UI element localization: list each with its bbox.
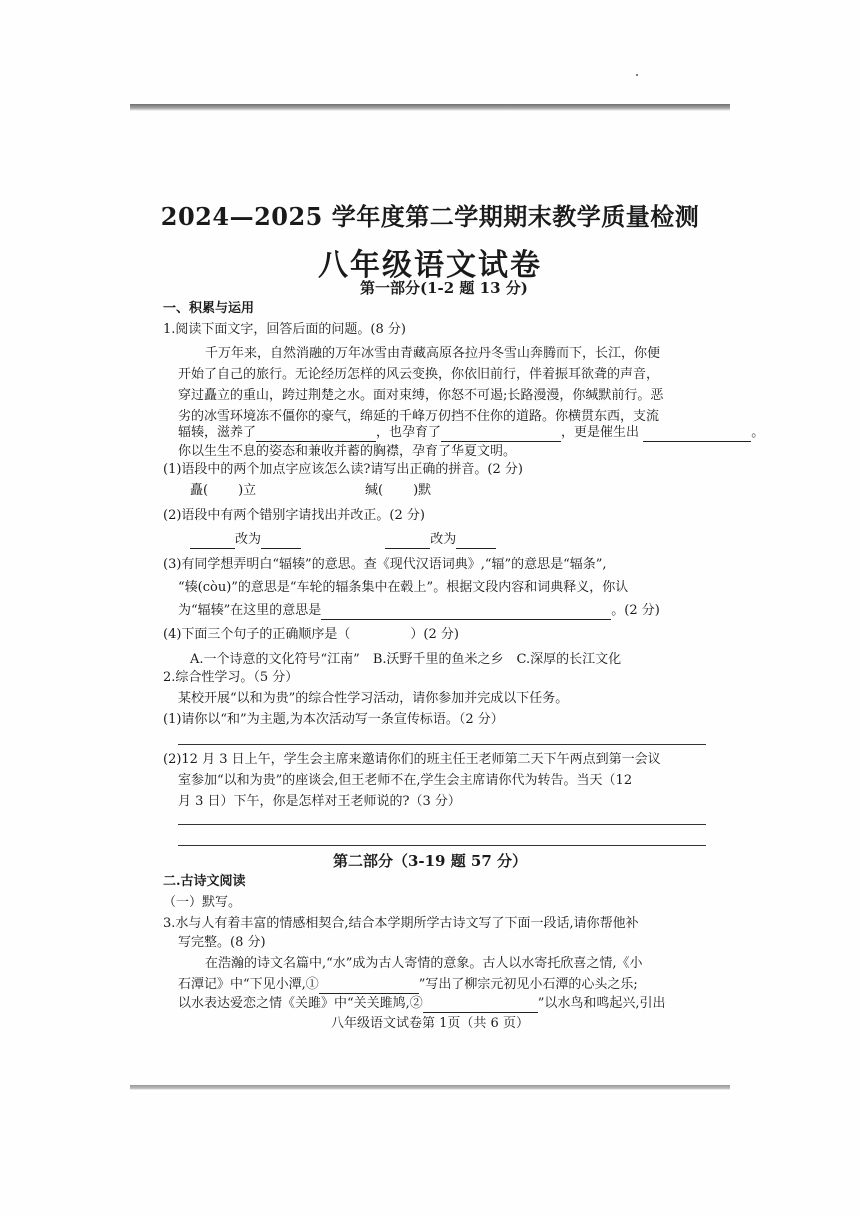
passage-text: ，更是催生出 — [561, 425, 640, 440]
q2-2-line-2: 室参加“以和为贵”的座谈会,但王老师不在,学生会主席请你代为转告。当天（12 — [178, 773, 633, 788]
passage-text: 辐辏，滋养了 — [178, 425, 257, 440]
q2-stem: 2.综合性学习。（5 分） — [163, 670, 299, 685]
blank-2[interactable] — [441, 427, 561, 442]
q2-intro: 某校开展“以和为贵”的综合性学习活动，请你参加并完成以下任务。 — [178, 691, 569, 706]
fucou-meaning-blank[interactable] — [321, 605, 611, 620]
slogan-answer-line[interactable] — [178, 744, 706, 745]
passage-line-5: 辐辏，滋养了 ，也孕育了 ，更是催生出 。 — [178, 425, 765, 440]
scan-edge-bottom — [130, 1085, 730, 1090]
correct-char-1[interactable] — [261, 534, 301, 549]
recite-blank-2[interactable] — [423, 998, 538, 1013]
exam-title: 2024—2025 学年度第二学期期末教学质量检测 — [160, 202, 700, 231]
passage-line-1: 千万年来，自然消融的万年冰雪由青藏高原各拉丹冬雪山奔腾而下，长江，你便 — [205, 346, 661, 361]
q1-1-item-a: 矗( )立 — [190, 483, 257, 498]
passage-line-4: 劣的冰雪环境冻不僵你的豪气，绵延的千峰万仞挡不住你的道路。你横贯东西，支流 — [178, 409, 660, 424]
wrong-char-1[interactable] — [190, 534, 235, 549]
q1-3-line-1: (3)有同学想弄明白“辐辏”的意思。查《现代汉语词典》,“辐”的意思是“辐条”, — [163, 557, 607, 572]
q3-passage-1: 在浩瀚的诗文名篇中,“水”成为古人寄情的意象。古人以水寄托欣喜之情,《小 — [205, 956, 643, 971]
recite-blank-1[interactable] — [319, 979, 419, 994]
q3-line-2: 写完整。(8 分) — [178, 935, 266, 950]
q1-2-answer-row: 改为 改为 — [190, 531, 496, 549]
part2-title: 第二部分（3-19 题 57 分） — [332, 852, 528, 870]
passage-line-2: 开始了自己的旅行。无论经历怎样的风云变换，你依旧前行，伴着振耳欲聋的声音， — [178, 367, 660, 382]
scan-speck — [636, 74, 638, 76]
message-answer-line-2[interactable] — [178, 845, 706, 846]
q3-line-1: 3.水与人有着丰富的情感相契合,结合本学期所学古诗文写了下面一段话,请你帮他补 — [163, 916, 639, 931]
q2-2-line-1: (2)12 月 3 日上午，学生会主席来邀请你们的班主任王老师第二天下午两点到第一会议 — [163, 752, 661, 767]
section1-heading: 一、积累与运用 — [163, 301, 255, 316]
q3-passage-3: 以水表达爱恋之情《关雎》中“关关雎鸠,② ”以水鸟和鸣起兴,引出 — [178, 996, 666, 1011]
q1-1-item-b: 缄( )默 — [365, 483, 432, 498]
scan-edge-top — [130, 104, 730, 111]
exam-subject-title: 八年级语文试卷 — [318, 248, 542, 283]
q1-4-line: (4)下面三个句子的正确顺序是（ ）(2 分) — [163, 627, 459, 642]
section2-sub: （一）默写。 — [163, 895, 242, 910]
q1-4-options: A.一个诗意的文化符号“江南” B.沃野千里的鱼米之乡 C.深厚的长江文化 — [190, 652, 622, 667]
section2-heading: 二.古诗文阅读 — [163, 874, 246, 889]
q1-3-line-2: “辏(còu)”的意思是“车轮的辐条集中在毂上”。根据文段内容和词典释义，你认 — [178, 580, 629, 595]
part1-title: 第一部分(1-2 题 13 分) — [360, 279, 528, 297]
q3-passage-2: 石潭记》中“下见小潭,① ”写出了柳宗元初见小石潭的心头之乐; — [178, 977, 638, 992]
blank-1[interactable] — [256, 427, 376, 442]
q1-2-prompt: (2)语段中有两个错别字请找出并改正。(2 分) — [163, 508, 425, 523]
passage-line-3: 穿过矗立的重山，跨过荆楚之水。面对束缚，你怒不可遏;长路漫漫，你缄默前行。恶 — [178, 388, 664, 403]
q1-3-line-3: 为“辐辏”在这里的意思是 。(2 分) — [178, 603, 660, 618]
message-answer-line-1[interactable] — [178, 824, 706, 825]
blank-3[interactable] — [643, 427, 751, 442]
correct-char-2[interactable] — [456, 534, 496, 549]
passage-text: ，也孕育了 — [376, 425, 442, 440]
q2-2-line-3: 月 3 日）下午，你是怎样对王老师说的?（3 分） — [178, 794, 461, 809]
passage-line-6: 你以生生不息的姿态和兼收并蓄的胸襟，孕育了华夏文明。 — [178, 444, 517, 459]
q1-1-prompt: (1)语段中的两个加点字应该怎么读?请写出正确的拼音。(2 分) — [163, 462, 523, 477]
q1-stem: 1.阅读下面文字，回答后面的问题。(8 分) — [163, 322, 406, 337]
page-footer: 八年级语文试卷第 1页（共 6 页） — [331, 1016, 529, 1031]
wrong-char-2[interactable] — [385, 534, 430, 549]
q2-1-prompt: (1)请你以“和”为主题,为本次活动写一条宣传标语。（2 分） — [163, 712, 504, 727]
